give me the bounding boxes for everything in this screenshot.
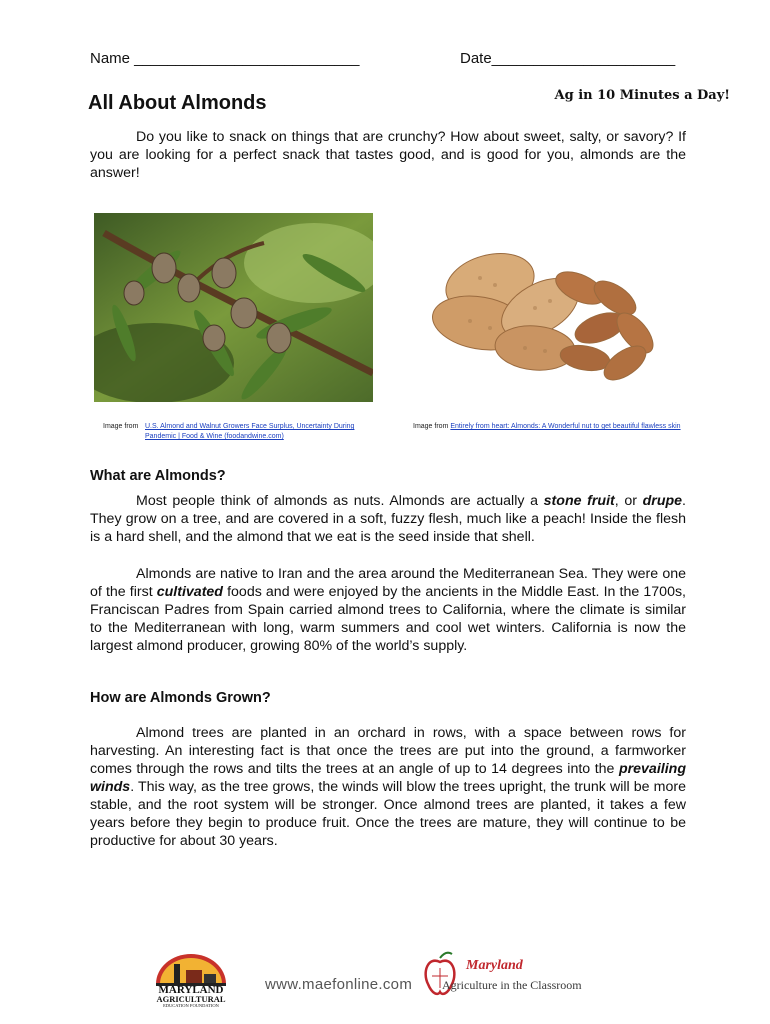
right-image-caption: [413, 422, 713, 432]
s2p1-text-a: Almond trees are planted in an orchard in rows, with a space between rows for harvesting. An interesting fact is that once the trees are put into the ground, a farmworker comes through the rows and tilts the trees at an angle of up to 14 degrees into the: [90, 725, 686, 777]
almond-tree-photo: [94, 213, 373, 402]
s1p2-text-b: foods and were enjoyed by the ancients in the Middle East. In the 1700s, Franciscan Padres from Spain carried almond trees to California, where the climate is similar to the Mediterranean with long, warm summers and cool wet winters. California is now the largest almond producer, growing 80% of the world’s supply.: [90, 584, 686, 654]
section-heading-how: How are Almonds Grown?: [90, 690, 271, 706]
right-caption-link[interactable]: Entirely from heart: Almonds: A Wonderful nut to get beautiful flawless skin: [450, 423, 681, 430]
date-field-label: Date______________________: [460, 50, 676, 67]
left-caption-link[interactable]: U.S. Almond and Walnut Growers Face Surplus, Uncertainty During Pandemic | Food & Wine (foodandwine.com): [145, 423, 355, 440]
right-caption-prefix: Image from: [413, 423, 449, 430]
section-heading-what: What are Almonds?: [90, 468, 226, 484]
s2p1-text-b: . This way, as the tree grows, the winds will blow the trees upright, the trunk will be more stable, and the root system will be stronger. Once almond trees are planted, it takes a few years before they begin to produce fruit. Once the trees are mature, they will continue to be productive for about 30 years.: [90, 779, 686, 849]
drupe-term: drupe: [642, 493, 683, 509]
section1-paragraph2: [90, 565, 686, 655]
left-caption-prefix: Image from: [103, 423, 139, 430]
s1p1-text-c: . They grow on a tree, and are covered in a soft, fuzzy flesh, much like a peach! Inside the flesh is a hard shell, and the almond that we eat is the seed inside that shell.: [90, 493, 686, 545]
left-logo-line2: AGRICULTURAL: [156, 994, 226, 1004]
left-logo-line3: EDUCATION FOUNDATION: [163, 1003, 219, 1008]
right-logo-line1: Maryland: [466, 958, 523, 973]
s1p1-text-b: , or: [614, 493, 643, 509]
prevailing-winds-term: prevailing winds: [90, 761, 686, 795]
left-image-caption: [103, 422, 373, 442]
maryland-agriculture-in-the-classroom-logo: [422, 950, 587, 1002]
section1-paragraph1: [90, 492, 686, 546]
intro-text: Do you like to snack on things that are crunchy? How about sweet, salty, or savory? If you are looking for a perfect snack that tastes good, and is good for you, almonds are the answer!: [90, 129, 686, 181]
s1p1-text-a: Most people think of almonds as nuts. Almonds are actually a: [136, 493, 544, 509]
name-field-label: Name ___________________________: [90, 50, 360, 67]
cultivated-term: cultivated: [156, 584, 223, 600]
page-title: All About Almonds: [88, 92, 267, 114]
right-logo-line2: Agriculture in the Classroom: [442, 978, 582, 992]
stone-fruit-term: stone fruit: [543, 493, 615, 509]
footer-website-url: www.maefonline.com: [265, 976, 413, 993]
intro-paragraph: [90, 128, 686, 182]
almonds-photo: [410, 213, 685, 400]
s1p2-text-a: Almonds are native to Iran and the area around the Mediterranean Sea. They were one of the first: [90, 566, 686, 600]
tagline: Ag in 10 Minutes a Day!: [554, 88, 730, 103]
section2-paragraph1: [90, 724, 686, 850]
maryland-agricultural-education-foundation-logo: [150, 950, 232, 1008]
left-logo-line1: MARYLAND: [158, 984, 224, 996]
